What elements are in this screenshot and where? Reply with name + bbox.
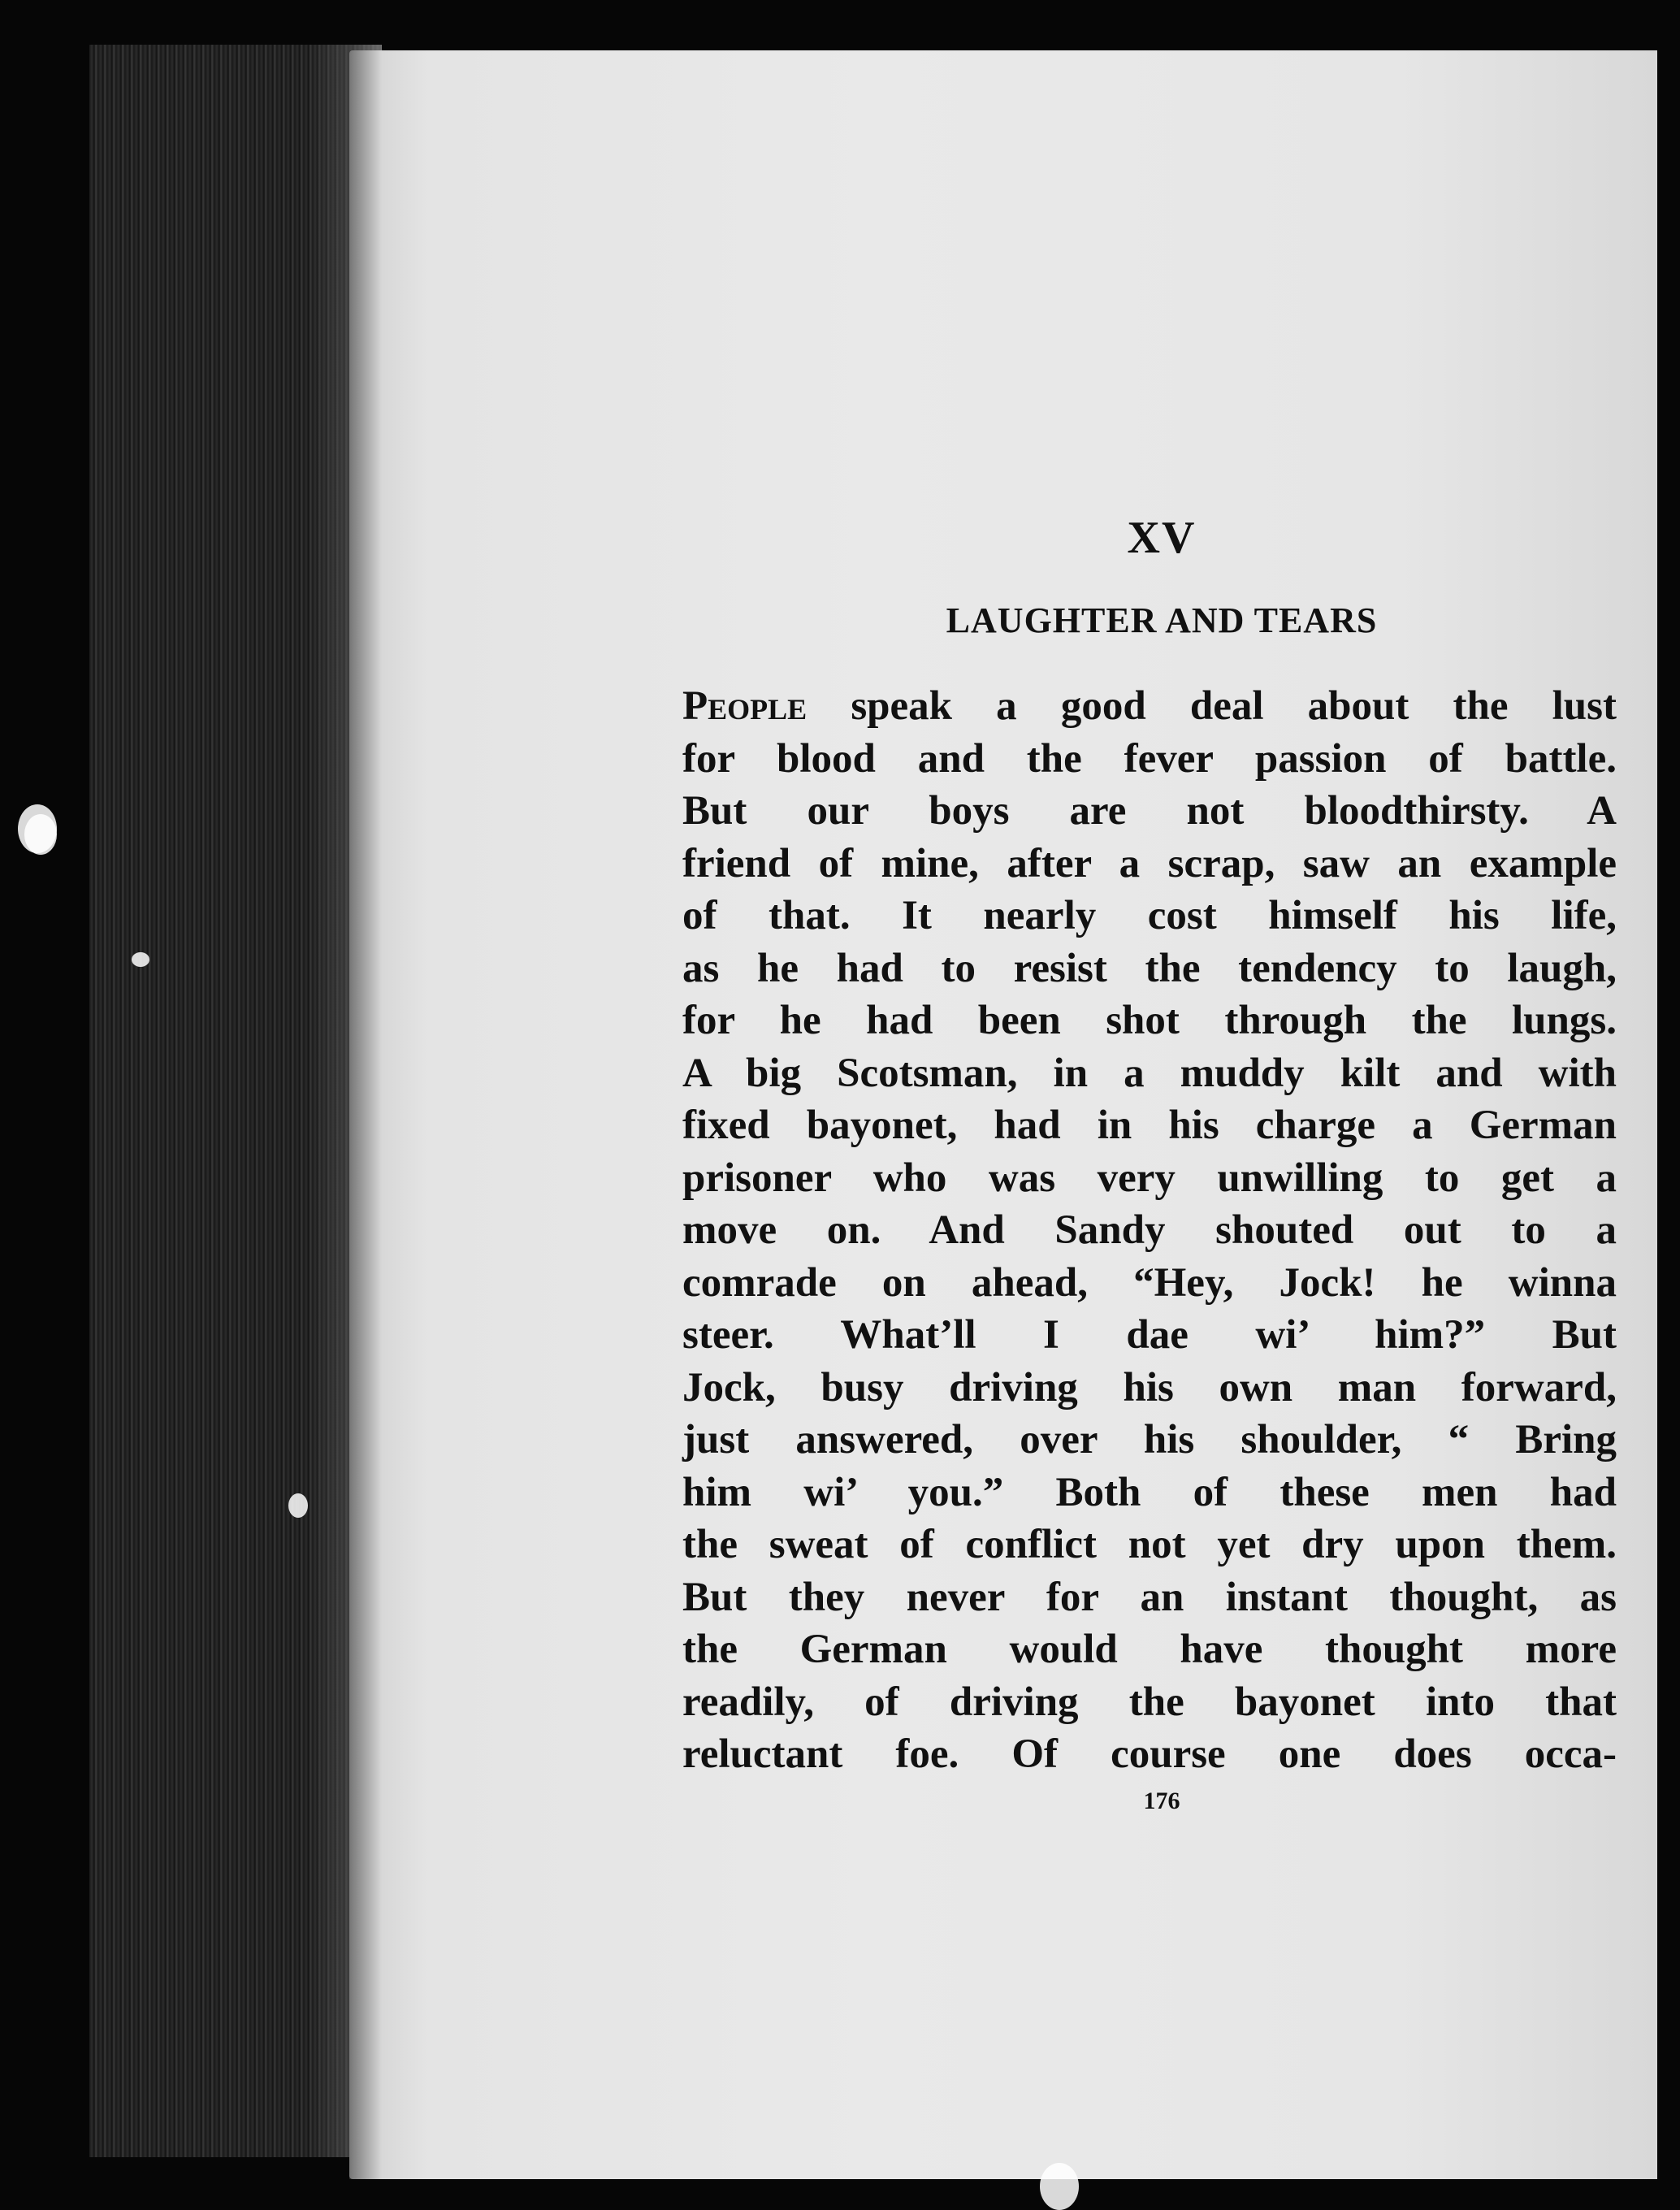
text-line: for blood and the fever passion of battle. — [682, 735, 1617, 782]
book-page-edges — [89, 45, 382, 2157]
scan-blot — [1040, 2163, 1079, 2210]
text-line: But our boys are not bloodthirsty. A — [682, 788, 1617, 834]
scan-blot — [18, 804, 57, 853]
opening-word: People — [682, 683, 808, 729]
text-line: friend of mine, after a scrap, saw an example — [682, 840, 1617, 886]
text-line: the sweat of conflict not yet dry upon them. — [682, 1522, 1617, 1567]
scan-blot — [288, 1493, 308, 1518]
text-line: for he had been shot through the lungs. — [682, 998, 1617, 1043]
text-line: A big Scotsman, in a muddy kilt and with — [682, 1050, 1617, 1096]
text-line: But they never for an instant thought, as — [682, 1574, 1617, 1620]
chapter-number: XV — [1127, 513, 1197, 563]
text-line: prisoner who was very unwilling to get a — [682, 1155, 1617, 1201]
text-line: readily, of driving the bayonet into that — [682, 1679, 1617, 1725]
text-line: reluctant foe. Of course one does occa- — [682, 1731, 1617, 1777]
first-line-rest: speak a good deal about the lust — [807, 683, 1617, 729]
text-line: steer. What’ll I dae wi’ him?” But — [682, 1312, 1617, 1358]
text-line: of that. It nearly cost himself his life, — [682, 893, 1617, 938]
chapter-title: LAUGHTER AND TEARS — [946, 600, 1378, 640]
page-number: 176 — [1143, 1787, 1180, 1814]
text-line: move on. And Sandy shouted out to a — [682, 1207, 1617, 1253]
text-line: as he had to resist the tendency to laugh, — [682, 945, 1617, 991]
text-line: just answered, over his shoulder, “ Bring — [682, 1417, 1617, 1462]
text-line: him wi’ you.” Both of these men had — [682, 1469, 1617, 1515]
text-line — [682, 680, 1617, 733]
scan-blot — [132, 952, 149, 967]
chapter-text-block — [682, 512, 1617, 1815]
body-text — [682, 680, 1617, 1781]
text-line: fixed bayonet, had in his charge a German — [682, 1103, 1617, 1148]
text-line: the German would have thought more — [682, 1627, 1617, 1672]
text-line: comrade on ahead, “Hey, Jock! he winna — [682, 1259, 1617, 1306]
text-line: Jock, busy driving his own man forward, — [682, 1364, 1617, 1410]
